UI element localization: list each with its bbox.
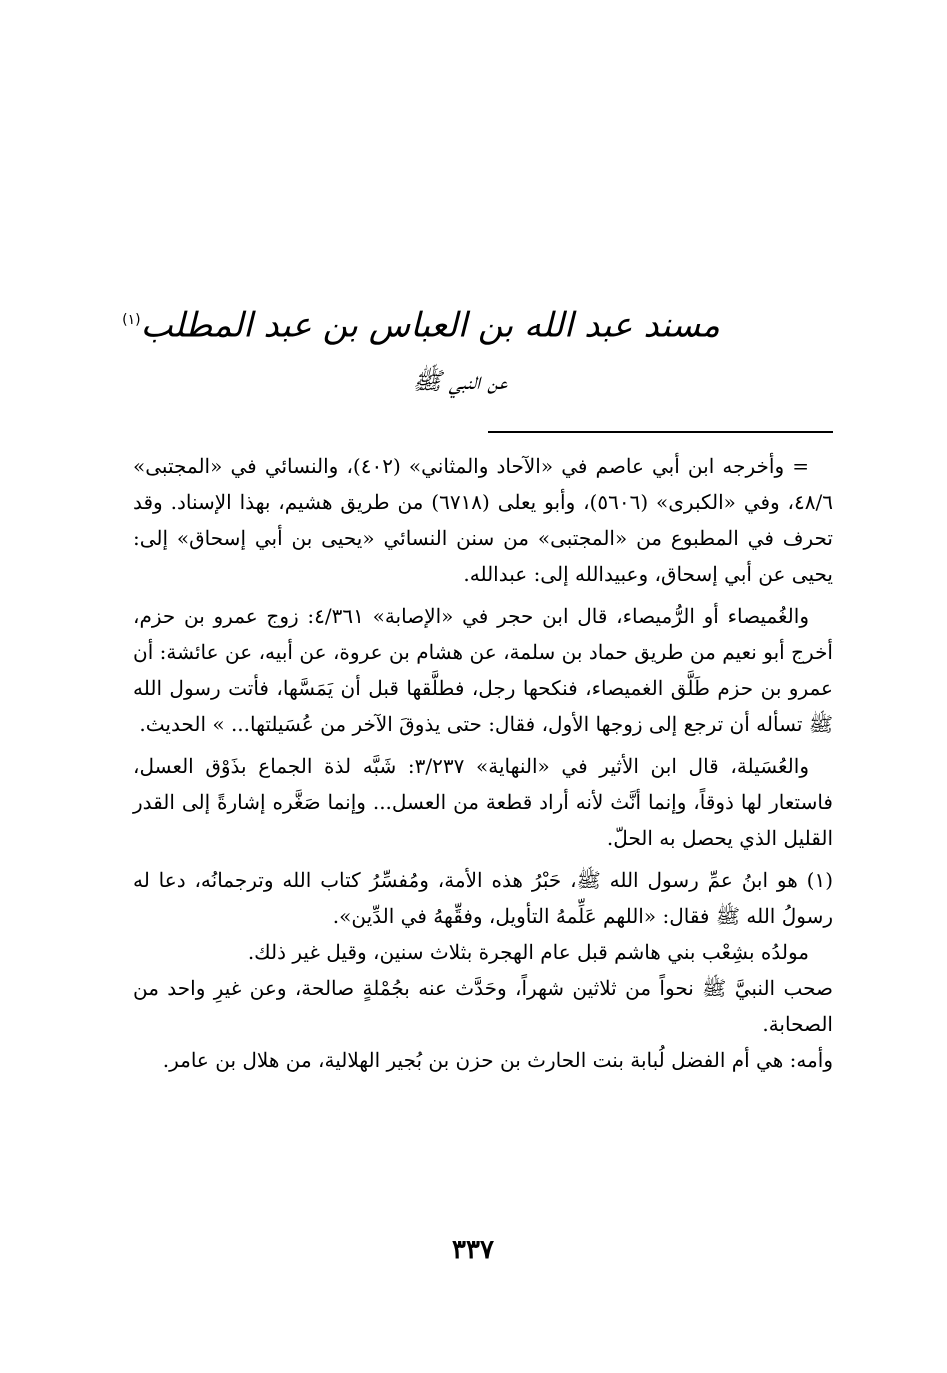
footnote-paragraph: (١) هو ابنُ عمِّ رسول الله ﷺ، حَبْرُ هذه الأمة، ومُفسِّرُ كتاب الله وترجمانُه، دعا له رسولُ الله ﷺ فقال: «اللهم عَلِّمهُ التأويل، وفقِّههُ في الدِّين». [133, 868, 833, 928]
footnote-paragraph [133, 448, 833, 592]
footnotes [133, 448, 833, 1078]
footnote-text: وأخرجه ابن أبي عاصم في «الآحاد والمثاني» (٤٠٢)، والنسائي في «المجتبى» ٤٨/٦، وفي «الكبرى» (٥٦٠٦)، وأبو يعلى (٦٧١٨) من طريق هشيم، بهذا الإسناد. وقد تحرف في المطبوع من «المجتبى» من سنن النسائي «يحيى بن أبي إسحاق» إلى: يحيى عن أبي إسحاق، وعبيدالله إلى: عبدالله. [133, 454, 833, 586]
chapter-title [122, 290, 720, 355]
page-number: ٣٣٧ [452, 1235, 494, 1265]
footnote-paragraph: والعُسَيلة، قال ابن الأثير في «النهاية» ٣/٢٣٧: شَبَّه لذة الجماع بذَوْق العسل، فاستعار لها ذوقاً، وإنما أنَّث لأنه أراد قطعة من العسل... وإنما صَغَّره إشارةً إلى القدر القليل الذي يحصل به الحلّ. [133, 754, 833, 850]
footnote-mark: (١) [122, 312, 141, 328]
footnote-paragraph: والغُميصاء أو الرُّميصاء، قال ابن حجر في «الإصابة» ٤/٣٦١: زوج عمرو بن حزم، أخرج أبو نعيم من طريق حماد بن سلمة، عن هشام بن عروة، عن أبيه، عن عائشة: أن عمرو بن حزم طَلَّق الغميصاء، فنكحها رجل، فطلَّقها قبل أن يَمَسَّها، فأتت رسول الله ﷺ تسأله أن ترجع إلى زوجها الأول، فقال: حتى يذوقَ الآخر من عُسَيلتها... » الحديث. [133, 604, 833, 736]
chapter-heading [122, 290, 720, 410]
chapter-title-text: مسند عبد الله بن العباس بن عبد المطلب [140, 305, 720, 346]
chapter-subtitle: عن النبي ﷺ [412, 367, 508, 396]
footnote-paragraph: وأمه: هي أم الفضل لُبابة بنت الحارث بن حزن بن بُجير الهلالية، من هلال بن عامر. [162, 1048, 833, 1072]
footnote-separator [488, 431, 833, 433]
footnote-paragraph: صحب النبيَّ ﷺ نحواً من ثلاثين شهراً، وحَدَّث عنه بجُمْلةٍ صالحة، وعن غيرِ واحد من الصحابة. [133, 976, 833, 1036]
continuation-marker: = [792, 454, 810, 478]
footnote-paragraph: مولدُه بشِعْب بني هاشم قبل عام الهجرة بثلاث سنين، وقيل غير ذلك. [247, 940, 809, 964]
